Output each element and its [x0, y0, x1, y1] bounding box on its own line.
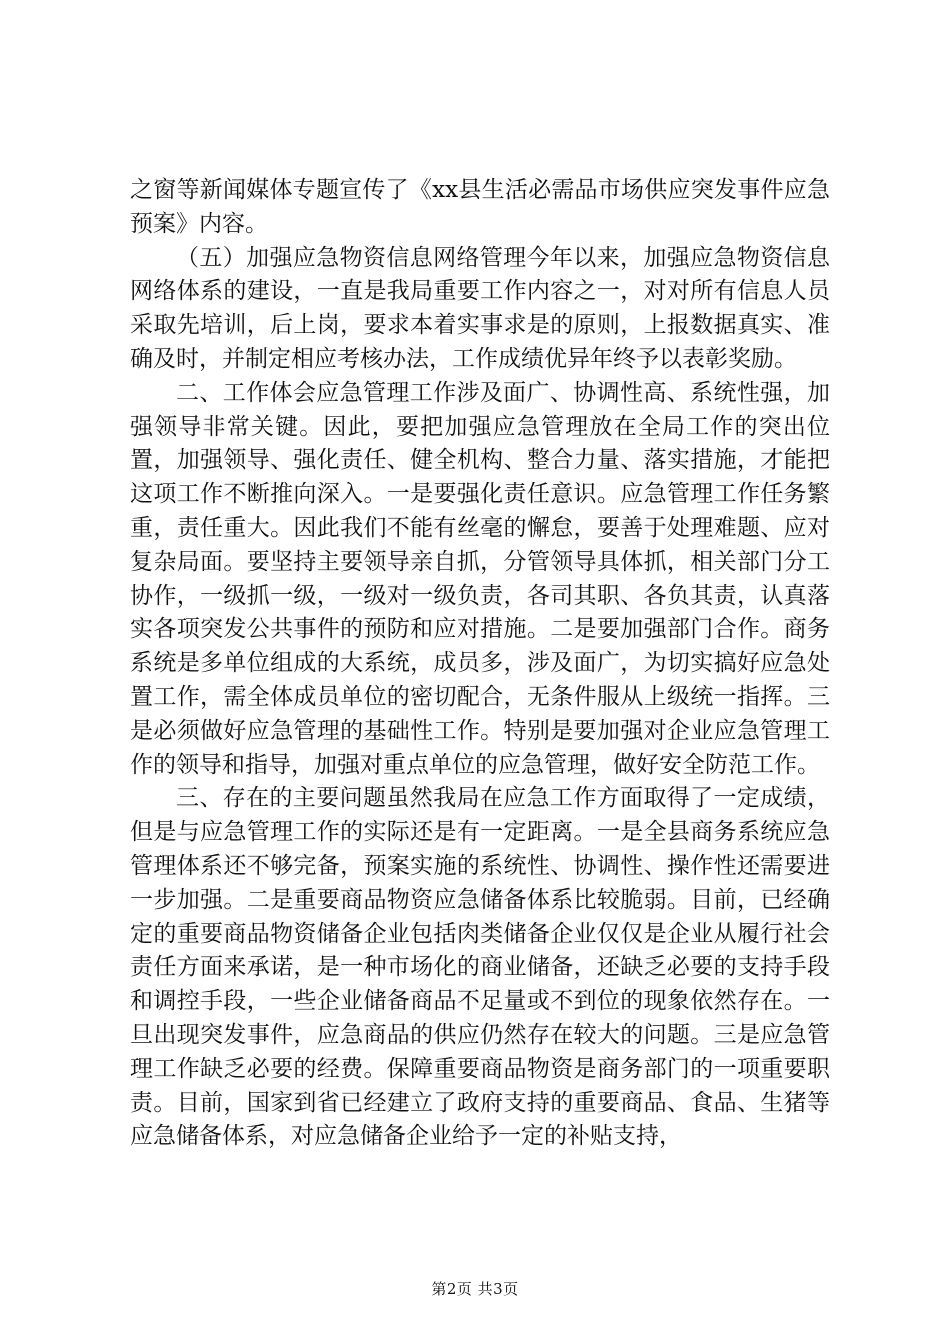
document-body: [130, 174, 830, 1154]
paragraph-main-problems: 三、存在的主要问题虽然我局在应急工作方面取得了一定成绩，但是与应急管理工作的实际还是有一定距离。一是全县商务系统应急管理体系还不够完备，预案实施的系统性、协调性、操作性还需要进一步加强。二是重要商品物资应急储备体系比较脆弱。目前，已经确定的重要商品物资储备企业包括肉类储备企业仅仅是企业从履行社会责任方面来承诺，是一种市场化的商业储备，还缺乏必要的支持手段和调控手段，一些企业储备商品不足量或不到位的现象依然存在。一旦出现突发事件，应急商品的供应仍然存在较大的问题。三是应急管理工作缺乏必要的经费。保障重要商品物资是商务部门的一项重要职责。目前，国家到省已经建立了政府支持的重要商品、食品、生猪等应急储备体系，对应急储备企业给予一定的补贴支持，: [130, 785, 830, 1150]
paragraph-work-experience: 二、工作体会应急管理工作涉及面广、协调性高、系统性强，加强领导非常关键。因此，要把加强应急管理放在全局工作的突出位置，加强领导、强化责任、健全机构、整合力量、落实措施，才能把这项工作不断推向深入。一是要强化责任意识。应急管理工作任务繁重，责任重大。因此我们不能有丝毫的懈怠，要善于处理难题、应对复杂局面。要坚持主要领导亲自抓，分管领导具体抓，相关部门分工协作，一级抓一级，一级对一级负责，各司其职、各负其责，认真落实各项突发公共事件的预防和应对措施。二是要加强部门合作。商务系统是多单位组成的大系统，成员多，涉及面广，为切实搞好应急处置工作，需全体成员单位的密切配合，无条件服从上级统一指挥。三是必须做好应急管理的基础性工作。特别是要加强对企业应急管理工作的领导和指导，加强对重点单位的应急管理，做好安全防范工作。: [130, 379, 830, 778]
page-footer: 第2页 共3页: [431, 1280, 519, 1298]
paragraph-continuation: 之窗等新闻媒体专题宣传了《xx县生活必需品市场供应突发事件应急预案》内容。: [130, 177, 830, 237]
paragraph-section-five: （五）加强应急物资信息网络管理今年以来，加强应急物资信息网络体系的建设，一直是我局重要工作内容之一，对对所有信息人员采取先培训，后上岗，要求本着实事求是的原则，上报数据真实、准确及时，并制定相应考核办法，工作成绩优异年终予以表彰奖励。: [130, 244, 830, 372]
